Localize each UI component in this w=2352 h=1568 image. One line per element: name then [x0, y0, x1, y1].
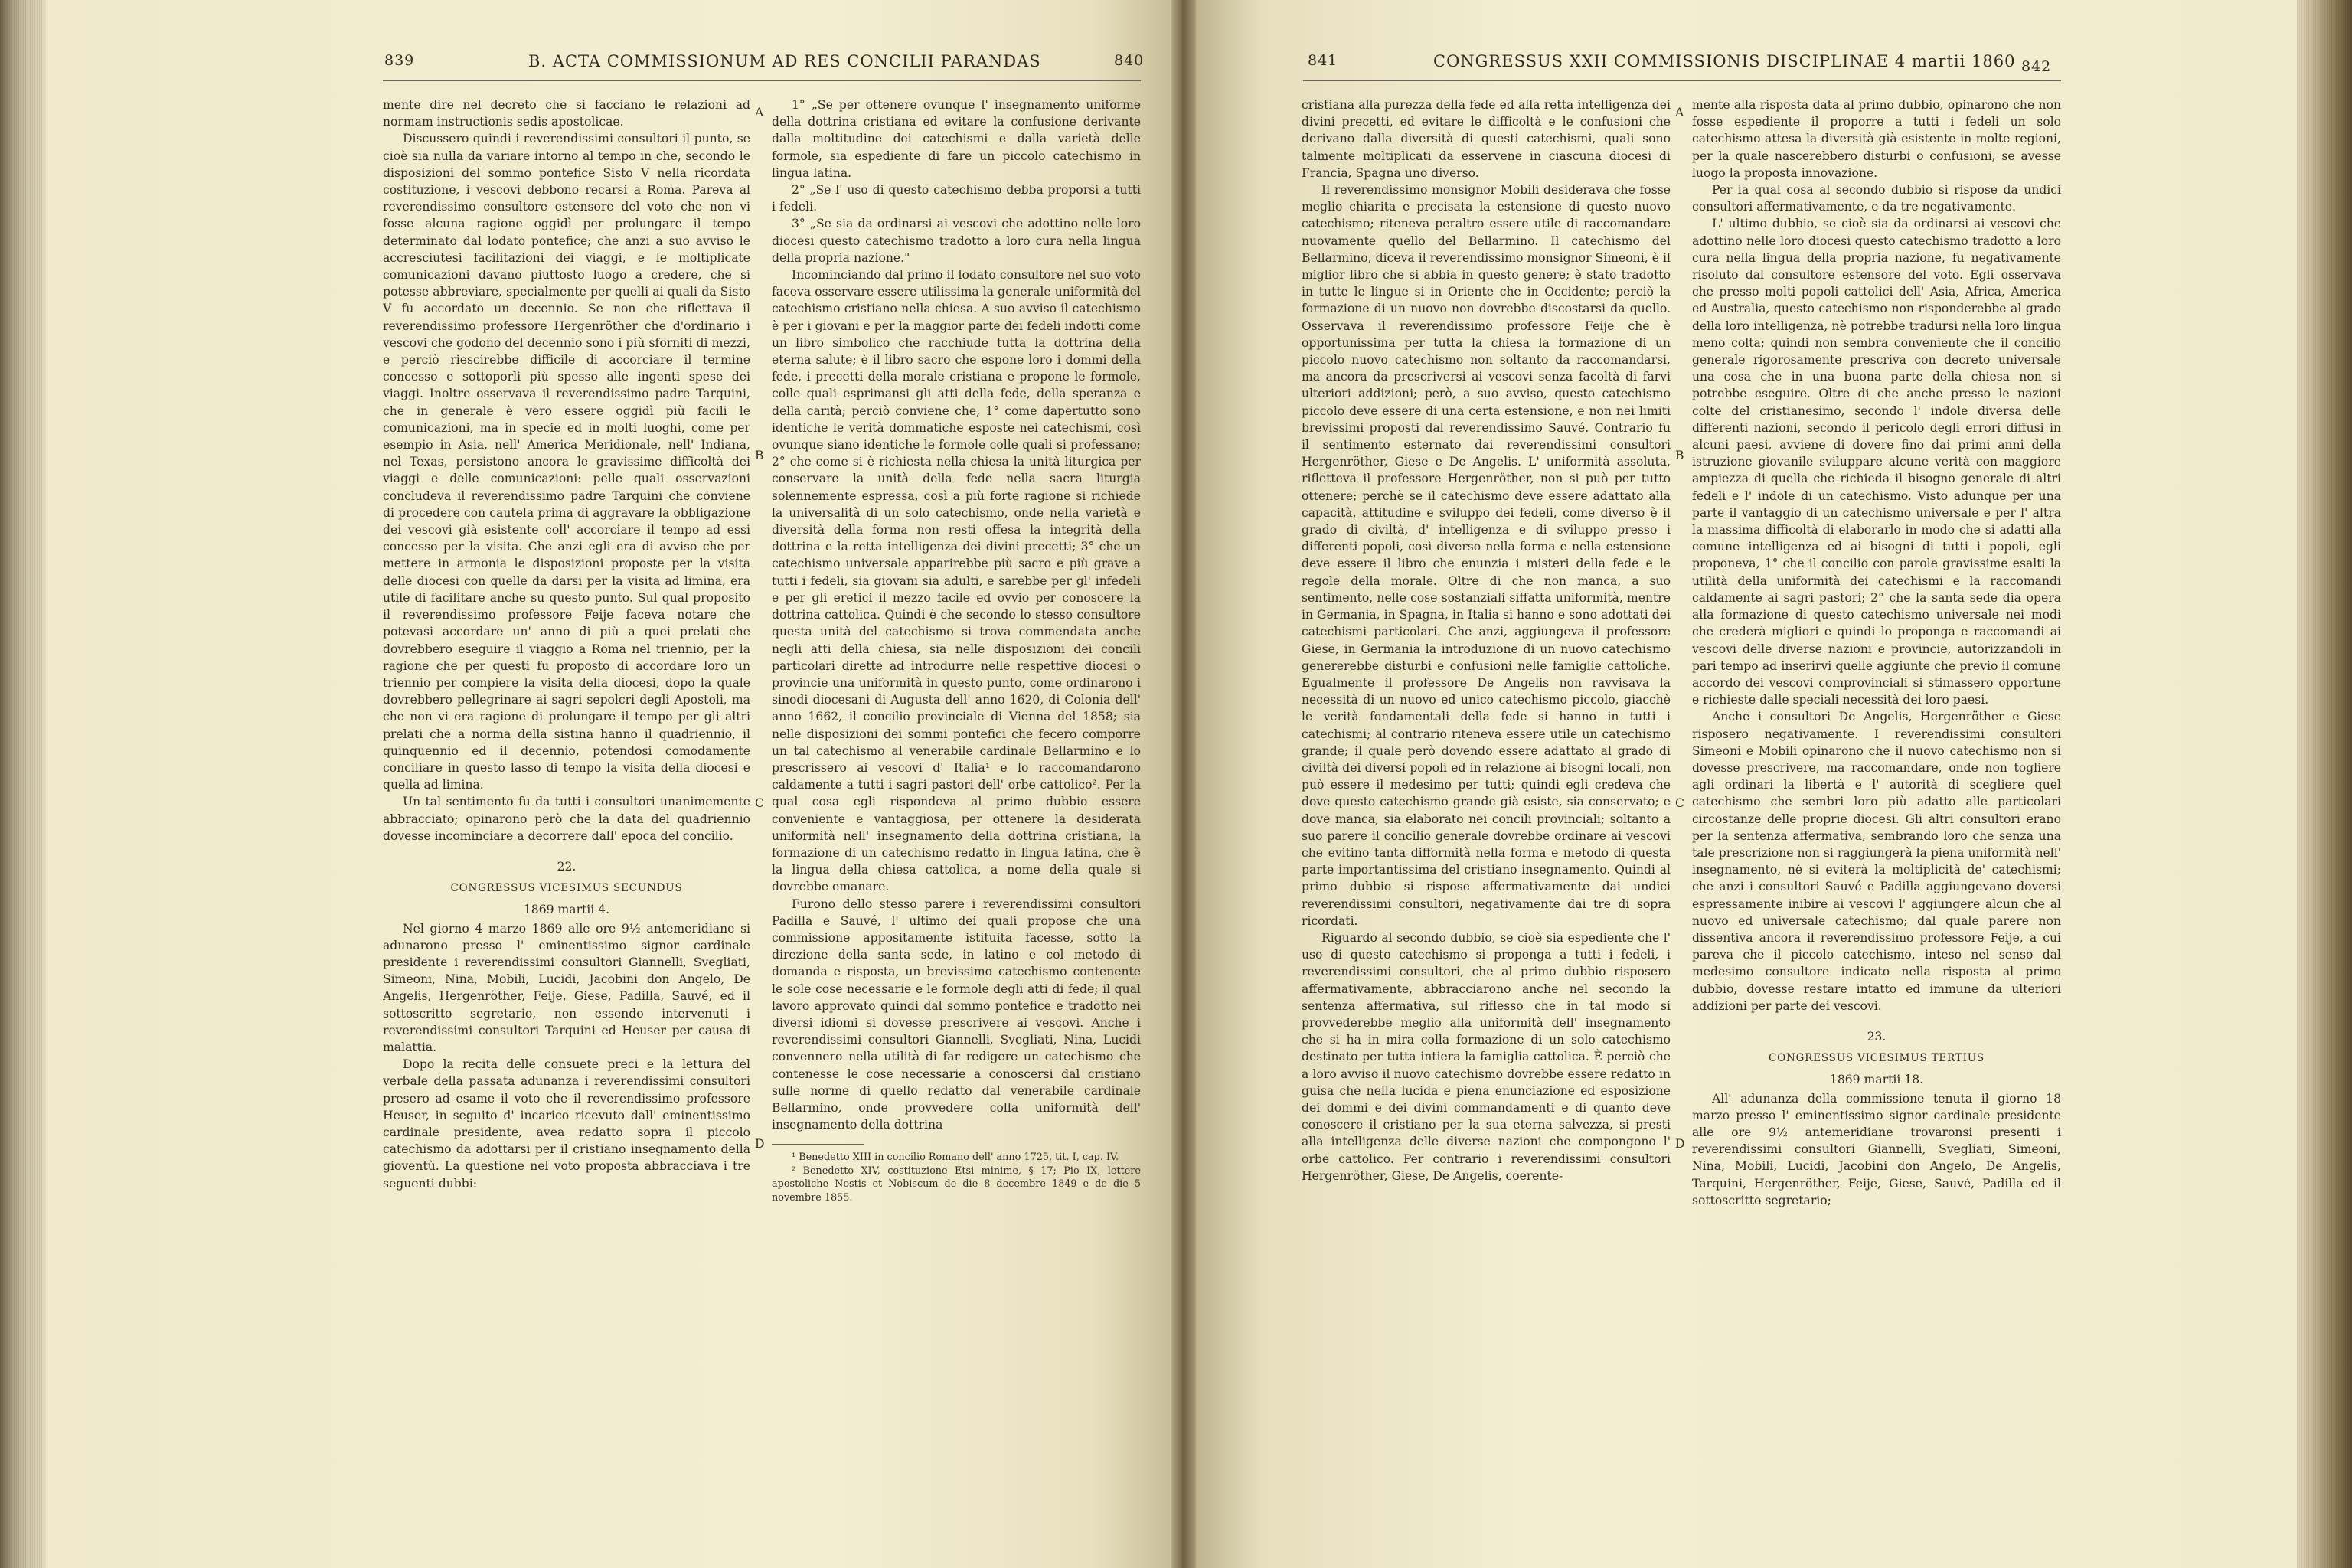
- paragraph: cristiana alla purezza della fede ed alla retta intelligenza dei divini precetti, ed evitare le difficoltà e le confusioni che derivano dalla diversità di questi catechismi, quali sono talmente moltiplicati da esservene in ciascuna diocesi di Francia, Spagna uno diverso.: [1302, 98, 1671, 180]
- paragraph: L' ultimo dubbio, se cioè sia da ordinarsi ai vescovi che adottino nelle loro diocesi questo catechismo tradotto a loro cura nella lingua della propria nazione, fu negativamente risoluto dal consultore estensore del voto. Egli osservava che presso molti popoli cattolici dell' Asia, Africa, America ed Australia, questo catechismo non risponderebbe al grado della loro intelligenza, nè potrebbe tradursi nella loro lingua meno colta; quindi non sembra conveniente che il concilio generale rigorosamente prescriva con decreto universale una cosa che in una buona parte della chiesa non si potrebbe eseguire. Oltre di che anche presso le nazioni colte del cristianesimo, secondo l' indole diversa delle differenti nazioni, secondo il pericolo degli errori diffusi in alcuni paesi, avviene di dovere fino dai primi anni della istruzione giovanile sviluppare alcune verità con maggiore ampiezza di quella che richieda il bisogno generale di altri fedeli e l' indole di un catechismo. Visto adunque per una parte il vantaggio di un catechismo universale e per l' altra la massima difficoltà di elaborarlo in modo che si adatti alla comune intelligenza ed ai bisogni di tutti i popoli, egli proponeva, 1° che il concilio con parole gravissime esalti la utilità della uniformità dei catechismi e la raccomandi caldamente ai sagri pastori; 2° che la santa sede dia opera alla formazione di questo catechismo universale nei modi che crederà migliori e quindi lo proponga e raccomandi ai vescovi delle diverse nazioni e provincie, autorizzandoli in pari tempo ad inserirvi quelle aggiunte che previo il comune accordo dei vescovi comprovinciali si stimassero opportune e richieste dalle speciali necessità dei loro paesi.: [1692, 217, 2061, 707]
- section-mark-d: D: [1675, 1137, 1685, 1151]
- section-mark-c: C: [1675, 796, 1684, 810]
- paragraph: mente alla risposta data al primo dubbio, opinarono che non fosse espediente il proporre a tutti i fedeli un solo catechismo attesa la diversità già esistente in molte regioni, per la quale nascerebbero disturbi o confusioni, se avesse luogo la proposta innovazione.: [1692, 98, 2061, 180]
- section-number: 23.: [1867, 1029, 1886, 1044]
- right-column-1: [1302, 96, 1671, 1536]
- book-edge-left: [0, 0, 46, 1568]
- section-mark-a: A: [1675, 106, 1684, 119]
- book-gutter: [1171, 0, 1196, 1568]
- paragraph: Riguardo al secondo dubbio, se cioè sia espediente che l' uso di questo catechismo si proponga a tutti i fedeli, i reverendissimi consultori, che al primo dubbio risposero affermativamente, abbracciarono anche nel secondo la sentenza affermativa, sul riflesso che in tal modo si provvederebbe meglio alla uniformità dell' insegnamento che si ha in mira colla formazione di un solo catechismo destinato per tutta intiera la famiglia cattolica. È perciò che a loro avviso il nuovo catechismo dovrebbe essere redatto in guisa che nella lucida e piena enunciazione ed esposizione dei dommi e dei divini commandamenti e di quanto deve conoscere il cristiano per la sua eterna salvezza, si presti alla intelligenza delle diverse nazioni che compongono l' orbe cattolico. Per contrario i reverendissimi consultori Hergenröther, Giese, De Angelis, coerente-: [1302, 930, 1671, 1183]
- paragraph: 1° „Se per ottenere ovunque l' insegnamento uniforme della dottrina cristiana ed evitare la confusione derivante dalla moltitudine dei catechismi e dalla varietà delle formole, sia espediente di fare un piccolo catechismo in lingua latina.: [772, 98, 1141, 180]
- left-page-number-839: 839: [384, 52, 415, 69]
- paragraph: Per la qual cosa al secondo dubbio si rispose da undici consultori affermativamente, e da tre negativamente.: [1692, 183, 2061, 214]
- footnote-rule: [772, 1144, 864, 1145]
- left-page-number-840: 840: [1114, 52, 1145, 69]
- paragraph: Un tal sentimento fu da tutti i consultori unanimemente abbracciato; opinarono però che la data del quadriennio dovesse incominciare a decorrere dall' epoca del concilio.: [383, 795, 750, 843]
- paragraph: Anche i consultori De Angelis, Hergenröther e Giese risposero negativamente. I reverendissimi consultori Simeoni e Mobili opinarono che il nuovo catechismo non si dovesse prescrivere, ma raccomandare, onde non togliere agli ordinari la libertà e l' autorità di scegliere quel catechismo che sembri loro più adatto alle particolari circostanze delle proprie diocesi. Gli altri consultori erano per la sentenza affermativa, sembrando loro che senza una tale prescrizione non si raggiungerà la piena uniformità nell' insegnamento, nè si eviterà la moltiplicità de' catechismi; che anzi i consultori Sauvé e Padilla aggiungevano doversi espressamente inibire ai vescovi l' aggiungere alcun che al nuovo ed universale catechismo; dal quale parere non dissentiva ancora il reverendissimo professore Feije, a cui pareva che il piccolo catechismo, inteso nel senso dal medesimo consultore indicato nella risposta al primo dubbio, dovesse restare intatto ed immune da ulteriori addizioni per parte dei vescovi.: [1692, 710, 2061, 1013]
- right-column-2: [1692, 96, 2061, 1536]
- paragraph: Nel giorno 4 marzo 1869 alle ore 9½ antemeridiane si adunarono presso l' eminentissimo signor cardinale presidente i reverendissimi consultori Giannelli, Svegliati, Simeoni, Nina, Mobili, Lucidi, Jacobini don Angelo, De Angelis, Hergenröther, Feije, Giese, Padilla, Sauvé, ed il sottoscritto segretario, non essendo intervenuti i reverendissimi consultori Tarquini ed Heuser per causa di malattia.: [383, 921, 750, 1054]
- section-mark-b: B: [755, 449, 764, 462]
- section-mark-a: A: [755, 106, 764, 119]
- section-mark-c: C: [755, 796, 764, 810]
- paragraph: Furono dello stesso parere i reverendissimi consultori Padilla e Sauvé, l' ultimo dei quali propose che una commissione appositamente istituita facesse, sotto la direzione della santa sede, in latino e col metodo di domanda e risposta, un brevissimo catechismo contenente le sole cose necessarie e le formole degli atti di fede; il qual lavoro approvato quindi dal sommo pontefice e tradotto nei diversi idiomi si dovesse prescrivere ai vescovi. Anche i reverendissimi consultori Giannelli, Svegliati, Nina, Lucidi convennero nella utilità di far redigere un catechismo che contenesse le cose necessarie a conoscersi dal cristiano sulle norme di quello redatto dal venerabile cardinale Bellarmino, onde provvedere colla uniformità dell' insegnamento della dottrina: [772, 897, 1141, 1132]
- paragraph: Discussero quindi i reverendissimi consultori il punto, se cioè sia nulla da variare intorno al tempo in che, secondo le disposizioni del sommo pontefice Sisto V nella ricordata costituzione, i vescovi debbono recarsi a Roma. Pareva al reverendissimo consultore estensore del voto che non vi fosse alcuna ragione oggidì per prolungare il tempo determinato dal lodato pontefice; che anzi a suo avviso le accresciutesi facilitazioni dei viaggi, e le moltiplicate comunicazioni davano piuttosto luogo a credere, che si potesse abbreviare, specialmente per quelli ai quali da Sisto V fu accordato un decennio. Se non che riflettava il reverendissimo professore Hergenröther che d'ordinario i vescovi che godono del decennio sono i più sforniti di mezzi, e perciò riescirebbe difficile di accorciare il termine concesso e sottoporli più spesso alle ingenti spese dei viaggi. Inoltre osservava il reverendissimo padre Tarquini, che in generale è vero essere oggidì più facili le comunicazioni, ma in specie ed in molti luoghi, come per esempio in Asia, nell' America Meridionale, nell' Indiana, nel Texas, persistono ancora le gravissime difficoltà dei viaggi e delle comunicazioni: pelle quali osservazioni concludeva il reverendissimo padre Tarquini che conviene di procedere con cautela prima di aggravare la obbligazione dei vescovi già esistente coll' accorciare il tempo ad essi concesso per la visita. Che anzi egli era di avviso che per mettere in armonia le disposizioni proposte per la visita delle diocesi con quelle da darsi per la visita ad limina, era utile di facilitare anche su questo punto. Sul qual proposito il reverendissimo professore Feije faceva notare che potevasi accordare un' anno di più a quei prelati che dovrebbero eseguire il viaggio a Roma nel triennio, per la ragione che per questi fu proposto di accordare loro un triennio per compiere la visita della diocesi, dopo la quale dovrebbero pellegrinare ai sagri sepolcri degli Apostoli, ma che non vi era ragione di prolungare il tempo per gli altri prelati che a norma della sistina hanno il quadriennio, il quinquennio ed il decennio, potendosi comodamente conciliare in questo lasso di tempo la visita della diocesi e quella ad limina.: [383, 132, 750, 792]
- section-title: CONGRESSUS VICESIMUS TERTIUS: [1769, 1052, 1984, 1065]
- left-header-rule: [383, 80, 1141, 81]
- left-page: [46, 0, 1171, 1568]
- paragraph: 2° „Se l' uso di questo catechismo debba proporsi a tutti i fedeli.: [772, 183, 1141, 214]
- paragraph: Dopo la recita delle consuete preci e la lettura del verbale della passata adunanza i reverendissimi consultori presero ad esame il voto che il reverendissimo professore Heuser, in seguito d' incarico ricevuto dall' eminentissimo cardinale presidente, avea redatto sopra il piccolo catechismo da adottarsi per il cristiano insegnamento della gioventù. La questione nel voto proposta abbracciava i tre seguenti dubbi:: [383, 1057, 750, 1191]
- right-page: [1196, 0, 2297, 1568]
- left-column-1: [383, 96, 750, 1536]
- paragraph: Il reverendissimo monsignor Mobili desiderava che fosse meglio chiarita e precisata la estensione di questo nuovo catechismo; riteneva peraltro essere utile di raccomandare nuovamente quello del Bellarmino. Il catechismo del Bellarmino, diceva il reverendissimo monsignor Simeoni, è il miglior libro che si abbia in questo genere; è stato tradotto in tutte le lingue si in Oriente che in Occidente; perciò la formazione di un nuovo non dovrebbe discostarsi da quello. Osservava il reverendissimo professore Feije che è opportunissima per tutta la chiesa la formazione di un piccolo nuovo catechismo non soltanto da raccomandarsi, ma ancora da prescriversi ai vescovi senza facoltà di farvi ulteriori addizioni; però, a suo avviso, questo catechismo piccolo deve essere di una certa estensione, e non nei limiti brevissimi proposti dal reverendissimo Sauvé. Contrario fu il sentimento esternato dai reverendissimi consultori Hergenröther, Giese e De Angelis. L' uniformità assoluta, rifletteva il professore Hergenröther, non si può per tutto ottenere; perchè se il catechismo deve essere adattato alla capacità, attitudine e sviluppo dei fedeli, come diverso è il grado di civiltà, d' intelligenza e di sviluppo presso i differenti popoli, così diverso nella forma e nella estensione deve essere il libro che enunzia i misteri della fede e le regole della morale. Oltre di che non manca, a suo sentimento, nelle cose sostanziali siffatta uniformità, mentre in Germania, in Spagna, in Italia si hanno e sono adottati dei catechismi particolari. Che anzi, aggiungeva il professore Giese, in Germania la introduzione di un nuovo catechismo genererebbe disturbi e confusioni nelle famiglie cattoliche. Egualmente il professore De Angelis non ravvisava la necessità di un nuovo ed unico catechismo piccolo, giacchè le verità fondamentali della fede si hanno in tutti i catechismi; al contrario riteneva essere utile un catechismo grande; il quale però dovendo essere adattato al grado di civiltà dei diversi popoli ed in relazione ai bisogni locali, non può essere il medesimo per tutti; quindi egli credeva che dove questo catechismo grande già esiste, sia conservato; e dove manca, sia elaborato nei concili provinciali; soltanto a suo parere il concilio generale dovrebbe ordinare ai vescovi che evitino tanta difformità nella forma e metodo di questa parte importantissima del cristiano insegnamento. Quindi al primo dubbio si rispose affermativamente dai undici reverendissimi consultori, negativamente dai tre di sopra ricordati.: [1302, 183, 1671, 928]
- left-column-2: [772, 96, 1141, 1536]
- section-date: 1869 martii 4.: [523, 903, 610, 917]
- footnote-2: ² Benedetto XIV, costituzione Etsi minime, § 17; Pio IX, lettere apostoliche Nostis et Nobiscum de die 8 decembre 1849 e de die 5 novembre 1855.: [772, 1165, 1141, 1204]
- paragraph: All' adunanza della commissione tenuta il giorno 18 marzo presso l' eminentissimo signor cardinale presidente alle ore 9½ antemeridiane trovaronsi presenti i reverendissimi consultori Giannelli, Svegliati, Simeoni, Nina, Mobili, Lucidi, Jacobini don Angelo, De Angelis, Tarquini, Hergenröther, Feije, Giese, Sauvé, Padilla ed il sottoscritto segretario;: [1692, 1091, 2061, 1207]
- paragraph: 3° „Se sia da ordinarsi ai vescovi che adottino nelle loro diocesi questo catechismo tradotto a loro cura nella lingua della propria nazione.": [772, 217, 1141, 265]
- right-header-rule: [1303, 80, 2061, 81]
- right-running-title: CONGRESSUS XXII COMMISSIONIS DISCIPLINAE 4 martii 1860: [1433, 52, 2016, 70]
- paragraph: Incominciando dal primo il lodato consultore nel suo voto faceva osservare essere utilissima la generale uniformità del catechismo cristiano nella chiesa. A suo avviso il catechismo è per i giovani e per la maggior parte dei fedeli indotti come un libro simbolico che racchiude tutta la dottrina della eterna salute; è il libro sacro che espone loro i dommi della fede, i precetti della morale cristiana e propone le formole, colle quali esprimansi gli atti della fede, della speranza e della carità; perciò conviene che, 1° come dapertutto sono identiche le verità dommatiche esposte nei catechismi, così ovunque siano identiche le formole colle quali si professano; 2° che come si è richiesta nella chiesa la unità liturgica per conservare la unità della fede nella sacra liturgia solennemente espressa, così a più forte ragione si richiede la universalità di un solo catechismo, onde nella varietà e diversità della forma non resti offesa la integrità della dottrina e la retta intelligenza dei divini precetti; 3° che un catechismo universale apparirebbe più sacro e più grave a tutti i fedeli, sia giovani sia adulti, e sarebbe per gl' infedeli e per gli eretici il mezzo facile ed ovvio per conoscere la dottrina cattolica. Quindi è che secondo lo stesso consultore questa unità del catechismo si trova commendata anche negli atti della chiesa, sia nelle disposizioni dei concili particolari dirette ad introdurre nelle respettive diocesi o provincie una uniformità in questo punto, come ordinarono i sinodi diocesani di Augusta dell' anno 1620, di Colonia dell' anno 1662, il concilio provinciale di Vienna del 1858; sia nelle disposizioni dei sommi pontefici che fecero comporre un tal catechismo al venerabile cardinale Bellarmino e lo prescrissero ai vescovi d' Italia¹ e lo raccomandarono caldamente a tutti i sagri pastori dell' orbe cattolico². Per la qual cosa egli rispondeva al primo dubbio essere conveniente e vantaggiosa, per ottenere la desiderata uniformità nell' insegnamento della dottrina cristiana, la formazione di un catechismo redatto in lingua latina, che è la lingua della chiesa cattolica, a nome della quale si dovrebbe emanare.: [772, 268, 1141, 894]
- paragraph: mente dire nel decreto che si facciano le relazioni ad normam instructionis sedis apostolicae.: [383, 98, 750, 129]
- section-mark-b: B: [1675, 449, 1684, 462]
- right-page-number-842: 842: [2021, 58, 2052, 75]
- section-title: CONGRESSUS VICESIMUS SECUNDUS: [450, 882, 683, 895]
- book-edge-right: [2297, 0, 2352, 1568]
- section-mark-d: D: [755, 1137, 765, 1151]
- footnote-1: ¹ Benedetto XIII in concilio Romano dell' anno 1725, tit. I, cap. IV.: [792, 1152, 1119, 1164]
- section-date: 1869 martii 18.: [1829, 1073, 1924, 1087]
- left-running-title: B. ACTA COMMISSIONUM AD RES CONCILII PARANDAS: [528, 52, 1041, 70]
- right-page-number-841: 841: [1308, 52, 1338, 69]
- section-number: 22.: [557, 859, 577, 874]
